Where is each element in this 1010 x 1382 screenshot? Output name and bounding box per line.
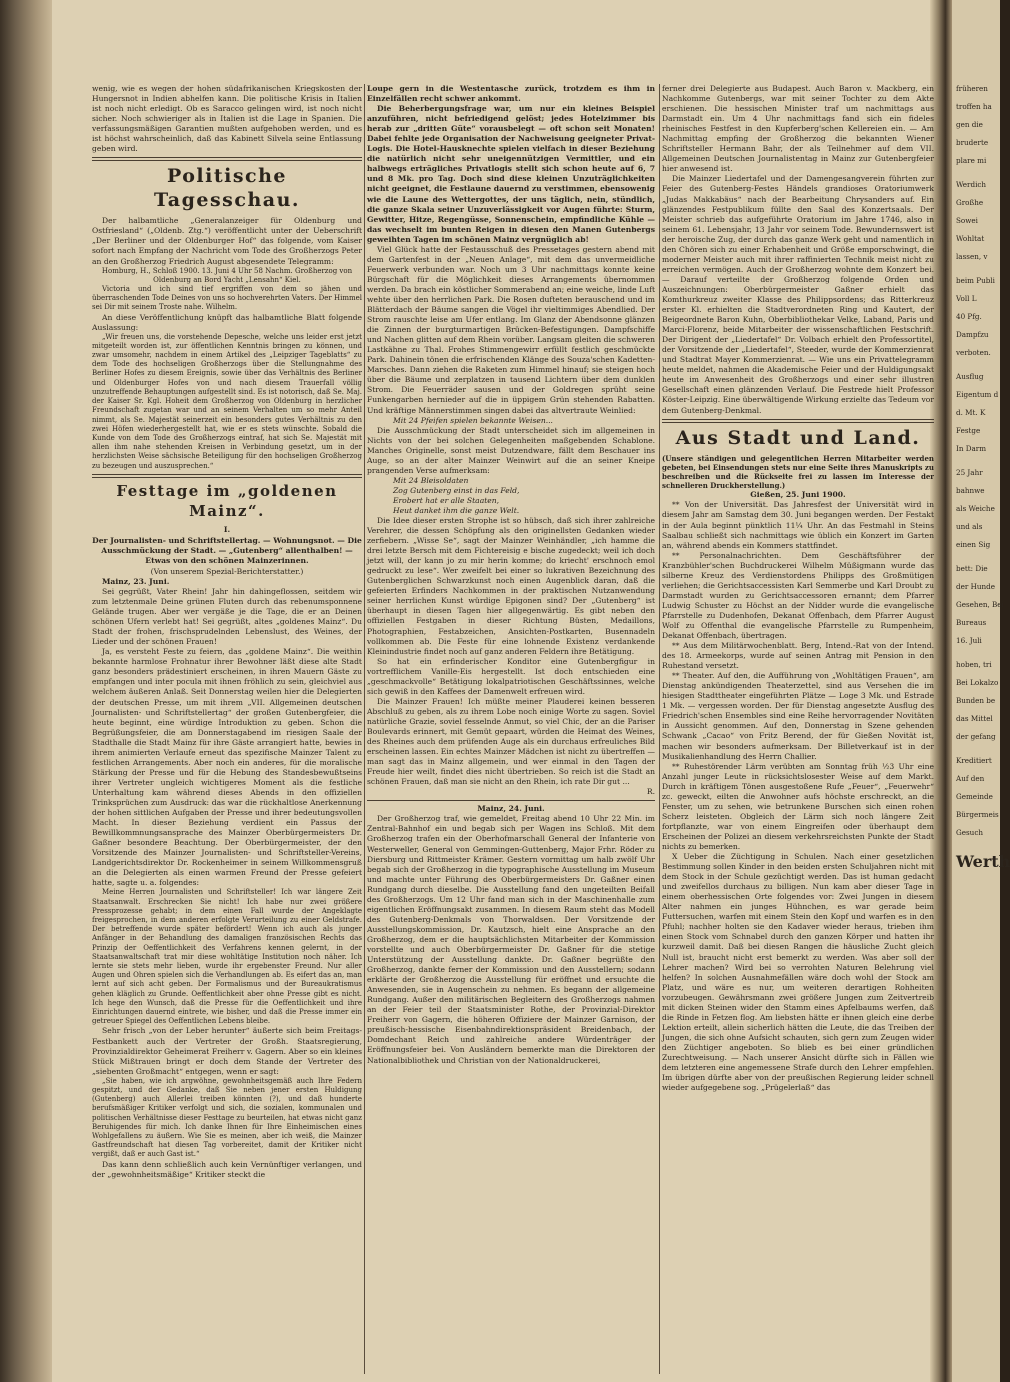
divider — [367, 800, 655, 801]
edge-line: als Weiche — [956, 504, 995, 513]
edge-line: verboten. — [956, 348, 991, 357]
column-1 — [92, 84, 362, 1374]
edge-line: Werth — [956, 852, 1010, 871]
edge-line: Bunden be — [956, 696, 996, 705]
edge-line: gen die — [956, 120, 983, 129]
edge-line: Eigentum d — [956, 390, 999, 399]
edge-line: früheren — [956, 84, 988, 93]
paragraph: Die Mainzer Liedertafel und der Damengesangverein führten zur Feier des Gutenberg-Festes Händels grandioses Oratoriumwerk „Judas Makkabäus“ nach der Bearbeitung Chrysanders auf. Ein glänzendes Festpublikum füllte den Saal des Konzertsaals. Der Meister schrieb das aufgeführte Oratorium im Jahre 1746, also in seinem 61. Lebensjahr, 13 Jahr vor seinem Tode. Bewundernswert ist der heroische Zug, der durch das ganze Werk geht und namentlich in den Chören sich zu einer Erhabenheit und Größe emporschwingt, die moderner Meister auch mit ihrer raffinierten Technik meist nicht zu erreichen vermögen. Auch der Großherzog wohnte dem Konzert bei. — Darauf verteilte der Großherzog folgende Orden und Auszeichnungen: Oberbürgermeister Gaßner erhielt das Komthurkreuz zweiter Klasse des Philippsordens; das Ritterkreuz erster Kl. erhielten die Stadtverordneten Ring und Kautert, der Beigeordnete Baron Kuhn, Oberbibliothekar Velke, Laband, Paris und Marci-Florenz, beide Mitarbeiter der wissenschaftlichen Festschrift. Der Dirigent der „Liedertafel“ Dr. Volbach erhielt den Professortitel, der Vorsitzende der „Liedertafel“, Steeder, wurde der Kommerzienrat und Stadtrat Mayer Kommerzienrat. — Wie uns ein Privattelegramm heute meldet, nahmen die Akademische Feier und der Huldigungsakt heute im Anwesenheit des Großherzogs und einer sehr illustren Gesellschaft einen glänzenden Verlauf. Die Festrede hielt Professor Köster-Leipzig. Eine überwältigende Wirkung erzielte das Tedeum vor dem Gutenberg-Denkmal. — [662, 174, 934, 415]
edge-line: Gesehen, Bei — [956, 600, 1004, 609]
section-subtitle: Der Journalisten- und Schriftstellertag. — Wohnungsnot. — Die Ausschmückung der Stadt. — „Gutenberg“ allenthalben! — Etwas von den schönen Mainzerinnen. — [92, 535, 362, 565]
paragraph: So hat ein erfinderischer Konditor eine Gutenbergfigur in vortrefflichem Vanille-Eis hergestellt. Ist doch entschieden eine „geschmackvolle“ Betätigung lokalpatriotischen Geschäftssinnes, welche sich gewiß in den Kaffees der Damenwelt erfreuen wird. — [367, 656, 655, 696]
edge-line: In Darm — [956, 444, 987, 453]
column-3 — [662, 84, 934, 1374]
edge-line: Festge — [956, 426, 981, 435]
edge-line: Auf den — [956, 774, 985, 783]
edge-line: bett: Die — [956, 564, 988, 573]
telegram-followup: An diese Veröffentlichung knüpft das halbamtliche Blatt folgende Auslassung: — [92, 312, 362, 332]
paragraph: Die Ausschmückung der Stadt unterscheidet sich im allgemeinen in Nichts von der bei solchen Gelegenheiten maßgebenden Schablone. Manches Originelle, sonst meist Dutzendware, fällt dem Beschauer ins Auge, so an der alter Mainzer Weinwirt auf die an seiner Kneipe prangenden Verse aufmerksam: — [367, 425, 655, 475]
section-title-politische-tagesschau: Politische Tagesschau. — [153, 165, 301, 212]
column-rule-2 — [659, 84, 660, 1374]
news-item: ** Aus dem Militärwochenblatt. Berg, Intend.-Rat von der Intend. des 18. Armeekorps, wurde auf seinen Antrag mit Pension in den Ruhestand versetzt. — [662, 641, 934, 671]
intro-paragraph: wenig, wie es wegen der hohen südafrikanischen Kriegskosten der Hungersnot in Indien abhelfen kann. Die politische Krisis in Italien ist noch nicht erledigt. Ob es Saracco gelingen wird, ist noch nicht sicher. Noch schwieriger als in Italien ist die Lage in Spanien. Die verfassungsmäßigen Garantien mußten aufgehoben werden, und es ist höchst wahrscheinlich, daß das Kabinett Silvela seine Entlassung geben wird. — [92, 84, 362, 154]
edge-line: Ausflug — [956, 372, 984, 381]
section-title-festtage: Festtage im „goldenen Mainz“. — [116, 481, 338, 520]
dateline: Mainz, 24. Juni. — [477, 804, 545, 814]
signature: R. — [646, 787, 655, 797]
divider — [92, 474, 362, 478]
edge-line: einen Sig — [956, 540, 991, 549]
quote: „Sie haben, wie ich argwöhne, gewohnheitsgemäß auch Ihre Federn gespitzt, und der Gedanke, daß Sie neben jener ersten Huldigung (Gutenberg) auch Allerlei treiben könnten (?), und daß hunderte berufsmäßiger Kritiker verfolgt und sich, die sozialen, kommunalen und politischen Verhältnisse dieser Festtage zu beurteilen, hat etwas nicht ganz Beruhigendes für mich. Ich danke Ihnen für Ihre Einheimischen eines Wohlgefallens zu äußern. Wie Sie es meinen, aber ich weiß, die Mainzer Gastfreundschaft hat diesen Tag vorbereitet, damit der Kritiker nicht vergißt, daß er auch Gast ist.“ — [92, 1076, 362, 1159]
edge-line: bahnwe — [956, 486, 985, 495]
dateline: Mainz, 23. Juni. — [102, 576, 170, 586]
adjacent-page-text — [956, 84, 1010, 1374]
edge-line: troffen ha — [956, 102, 992, 111]
edge-line: Großhe — [956, 198, 984, 207]
edge-line: Gemeinde — [956, 792, 993, 801]
edge-line: das Mittel — [956, 714, 993, 723]
section-note: (Unsere ständigen und gelegentlichen Herren Mitarbeiter werden gebeten, bei Einsendungen stets nur eine Seite ihres Manuskripts zu beschreiben und die Rückseite frei zu lassen im Interesse der schnelleren Druckherstellung.) — [662, 453, 934, 491]
verse: Mit 24 Pfeifen spielen bekannte Weisen... — [393, 415, 553, 425]
edge-line: hoben, tri — [956, 660, 992, 669]
column-2 — [367, 84, 655, 1374]
edge-line: bruderte — [956, 138, 989, 147]
news-item: ** Von der Universität. Das Jahresfest der Universität wird in diesem Jahr am Samstag dem 30. Juni begangen werden. Der Festakt in der Aula beginnt pünktlich 11¼ Uhr. An das Festmahl in Steins Saalbau schließt sich nachmittags wie üblich ein Konzert im Garten an, während abends ein Kommers stattfindet. — [662, 500, 934, 550]
paragraph: Viel Glück hatte der Festausschuß des Pressetages gestern abend mit dem Gartenfest in der „Neuen Anlage“, mit dem das unvermeidliche Feuerwerk verbunden war. Noch um 3 Uhr nachmittags konnte keine Bürgschaft für die Möglichkeit dieses Arrangements übernommen werden. Da brach ein köstlicher Sommerabend an; eine weiche, linde Luft wehte über den herrlichen Park. Die Rosen dufteten berauschend und im Blätterdach der Bäume sangen die Vögel ihr vieltimmiges Abendlied. Der Strom rauschte leise am Ufer entlang. Im Glanz der Abendsonne glänzen die Zinnen der burgturmartigen Brücken-Befestigungen. Dampfschiffe und Nachen glitten auf dem Rhein vorüber. Langsam gleiten die schweren Lastkähne zu Thal. Frohes Stimmengewirr erfüllt festlich geschmückte Park. Dahinein tönen die erfrischenden Klänge des Souza'schen Kadetten-Marsches. Dann ziehen die Raketen zum Himmel hinauf; sie steigen hoch über die Bäume und zerplatzen in tausend Lichtern über dem dunklen Strom. Die Feuerräder sausen und der Goldregen sprüht seine Funkengarben hernieder auf die in üppigem Grün stehenden Rabatten. Und kräftige Männerstimmen singen dabei das altvertraute Weinlied: — [367, 244, 655, 415]
edge-line: Bürgermeis — [956, 810, 999, 819]
edge-line: 40 Pfg. — [956, 312, 982, 321]
edge-line: Werdich — [956, 180, 987, 189]
news-item: ** Ruhestörender Lärm verübten am Sonntag früh ½3 Uhr eine Anzahl junger Leute in rücksichtslosester Weise auf dem Markt. Durch in kräftigem Tönen ausgestoßene Rufe „Feuer“, „Feuerwehr“ zc. geweckt, eilten die Anwohner aufs höchste erschreckt, an die Fenster, um zu sehen, wie betrunkene Burschen sich einen rohen Scherz leisteten. Obgleich der Lärm sich noch längere Zeit fortpflanzte, war von einem Eingreifen oder überhaupt dem Erscheinen der Polizei an diesem verkehrsreichsten Punkte der Stadt nichts zu bemerken. — [662, 761, 934, 851]
article-lead: Der halbamtliche „Generalanzeiger für Oldenburg und Ostfriesland“ („Oldenb. Ztg.“) veröffentlicht unter der Ueberschrift „Der Berliner und der Oldenburger Hof“ das folgende, vom Kaiser sofort nach Empfang der Nachricht vom Tode des Großherzogs Peter an den Großherzog Friedrich August abgesendete Telegramm: — [92, 216, 362, 266]
news-item: ** Theater. Auf den, die Aufführung von „Wohltätigen Frauen“, am Dienstag ankündigenden Theaterzettel, sind aus Versehen die im hiesigen Stadttheater eingeführten Plätze — Loge 3 Mk. und Estrade 1 Mk. — vergessen worden. Der für Dienstag angesetzte Ausflug des Friedrich'schen Ensembles sind eine Reihe hervorragender Novitäten in Aussicht genommen. Auf den, Donnerstag in Szene gehenden Schwank „Cacao“ von Fritz Berend, der für Gießen Novität ist, machen wir besonders aufmerksam. Der Billetverkauf ist in der Musikalienhandlung des Herrn Challier. — [662, 671, 934, 761]
paragraph: Sei gegrüßt, Vater Rhein! Jahr hin dahingeflossen, seitdem wir zum letztenmale Deine grünen Fluten durch das rebenumsponnene Gelände trugen. Aber wer vergäße je die Tage, die er an Deinen schönen Ufern verlebt hat! Sei gegrüßt, altes „goldenes Mainz“. Du Stadt der frohen, frischsprudelnden Lebenslust, des Weines, der Lieder und der schönen Frauen! — [92, 587, 362, 647]
paragraph: Ja, es versteht Feste zu feiern, das „goldene Mainz“. Die weithin bekannte harmlose Frohnatur ihrer Bewohner läßt diese alte Stadt ganz besonders prädestiniert erscheinen, in ihren Mauern Gäste zu empfangen und inter pocula mit ihnen fröhlich zu sein, gleichviel aus welchem äußeren Anlaß. Seit Donnerstag weilen hier die Delegierten der deutschen Presse, um mit ihrem „VII. Allgemeinen deutschen Journalisten- und Schriftstellertag“ der großen Gutenbergfeier, die heute beginnt, eine würdige Introduktion zu geben. Schon die Begrüßungsfeier, die am Donnerstagabend im riesigen Saale der Stadthalle die Stadt Mainz für ihre Gäste arrangiert hatte, bewies in ihrem animierten Verlaufe erneut das spezifische Mainzer Talent zu festlichen Arrangements. Aber noch ein anderes, für die moralische Stärkung der Presse und für die Hebung des Standesbewußtseins ihrer Vertreter ungleich wichtigeres Moment als die festliche Unterhaltung kam während dieses Abends in den offiziellen Trinksprüchen zum Ausdruck: das war die rückhaltlose Anerkennung der hohen sittlichen Aufgaben der Presse und ihrer bedeutungsvollen Macht. In dieser Beziehung verdient ein Passus der Bewillkommnungsansprache des Mainzer Oberbürgermeisters Dr. Gaßner besondere Beachtung. Der Oberbürgermeister, der den Vorsitzende des Mainzer Journalisten- und Schriftsteller-Vereins, Landgerichtsdirektor Dr. Rockenheimer in seinem Willkommensgruß an die Delegierten als einen warmen Freund der Presse gefeiert hatte, sagte u. a. folgendes: — [92, 647, 362, 888]
edge-line: der Hunde — [956, 582, 995, 591]
edge-line: und als — [956, 522, 983, 531]
auslassung-quote: „Wir freuen uns, die vorstehende Depesche, welche uns leider erst jetzt mitgeteilt worden ist, zur öffentlichen Kenntnis bringen zu können, und zwar umsomehr, nachdem in einem Artikel des „Leipziger Tageblatts“ zu dem Tode des hochseligen Großherzogs über die Stellungnahme des Berliner Hofes zu diesem Ereignis, sowie über das Verhältnis des Berliner und Oldenburger Hofes von und nach diesem Trauerfall völlig unzutreffende Behauptungen aufgestellt sind. Es ist notorisch, daß Se. Maj. der Kaiser Sr. Kgl. Hoheit dem Großherzog von Oldenburg in herzlicher Freundschaft zugetan war und an seinem Verhalten um so mehr Anteil nimmt, als Se. Majestät seinerzeit ein besonders gutes Verhältnis zu den zwei Höfen wiederhergestellt hat, wie er es stets wünschte. Sobald die Kunde von dem Tode des Großherzogs eintraf, hat sich Se. Majestät mit allen ihm nahe stehenden Kreisen in Verbindung gesetzt, um in der herzlichsten Weise sächsische Beteiligung für den hochseligen Großherzog zu bezeugen und auszusprechen.“ — [92, 332, 362, 470]
verse: Mit 24 Bleisoldaten Zog Gutenberg einst in das Feld, Erobert hat er alle Staaten, Heut danket ihm die ganze Welt. — [393, 475, 520, 515]
section-number: I. — [223, 524, 231, 534]
adjacent-page-edge — [952, 0, 1010, 1382]
column-rule-1 — [364, 84, 365, 1374]
telegram-text: Victoria und ich sind tief ergriffen von dem so jähen und überraschenden Tode Deines von uns so hochverehrten Vaters. Der Himmel sei Dir mit seinem Troste nahe. Wilhelm. — [92, 284, 362, 312]
paragraph: Sehr frisch „von der Leber herunter“ äußerte sich beim Freitags-Festbankett auch der Vertreter der Großh. Staatsregierung, Provinzialdirektor Geheimerat Freiherr v. Gagern. Aber so ein kleines Stück Mißtrauen bringt er doch dem Stande der Vertreter des „siebenten Großmacht“ entgegen, wenn er sagt: — [92, 1026, 362, 1076]
edge-line: Bureaus — [956, 618, 987, 627]
edge-line: Wohltat — [956, 234, 985, 243]
paragraph: Das kann denn schließlich auch kein Vernünftiger verlangen, und der „gewohnheitsmäßige“ Kritiker steckt die — [92, 1159, 362, 1179]
edge-line: Kreditiert — [956, 756, 992, 765]
edge-line: 25 Jahr — [956, 468, 983, 477]
paragraph: ferner drei Delegierte aus Budapest. Auch Baron v. Mackberg, ein Nachkomme Gutenbergs, war mit seiner Tochter zu dem Akte erschienen. Die hessischen Minister traf um nachmittags aus Darmstadt ein. Um 4 Uhr nachmittags fand sich ein fideles rheinisches Festfest in den Kupferberg'schen Kellereien ein. — Am Nachmittag empfing der Großherzog die bekannten Wiener Schriftsteller Hermann Bahr, der als Teilnehmer auf dem VII. Allgemeinen Deutschen Journalistentag in Mainz zur Gutenbergfeier hier anwesend ist. — [662, 84, 934, 174]
edge-line: 16. Juli — [956, 636, 982, 645]
edge-line: Voll L — [956, 294, 977, 303]
section-title-aus-stadt-und-land: Aus Stadt und Land. — [675, 426, 921, 449]
edge-line: Bei Lokalzo — [956, 678, 999, 687]
book-binding-left — [0, 0, 52, 1382]
edge-line: Sowei — [956, 216, 978, 225]
telegram-header: Homburg, H., Schloß 1900. 13. Juni 4 Uhr 58 Nachm. Großherzog von Oldenburg an Bord Yacht „Lensahn“ Kiel. — [101, 266, 353, 284]
paragraph: Die Mainzer Frauen! Ich müßte meiner Plauderei keinen besseren Abschluß zu geben, als zu ihrem Lobe noch einige Worte zu sagen. Soviel natürliche Grazie, soviel fesselnde Anmut, so viel Chic, der an die Pariser Boulevards erinnert, mit Gemüt gepaart, würden die Heimat des Weines, des Rheines auch dem prüfenden Auge als ein durchaus erfreuliches Bild erscheinen lassen. Ein echtes Mainzer Mädchen ist nicht zu übertreffen — man sagt das in Mainz allgemein, und wer einmal in den Tagen der Freude hier weilt, findet dies nicht übertrieben. So reich ist die Stadt an schönen Frauen, daß man sie nicht an den Rhein, ich rate Dir gut ... — [367, 696, 655, 787]
news-item: ** Personalnachrichten. Dem Geschäftsführer der Kranzbühler'schen Buchdruckerei Wilhelm Müßigmann wurde das silberne Kreuz des Verdienstordens Philipps des Großmütigen verliehen; die Gerichtsaccessisten Karl Semmerbe und Karl Droubt zu Darmstadt wurden zu Gerichtsaccessoren ernannt; dem Pfarrer Ludwig Schuster zu Höchst an der Nidder wurde die evangelische Pfarrstelle zu Dudenhofen, Dekanat Offenbach, dem Pfarrer August Wolf zu Offenthal die evangelische Pfarrstelle zu Rumpenheim, Dekanat Offenbach, übertragen. — [662, 550, 934, 641]
edge-line: Gesuch — [956, 828, 983, 837]
dateline: Gießen, 25. Juni 1900. — [750, 490, 846, 500]
divider — [662, 419, 934, 423]
edge-line: d. Mt. K — [956, 408, 986, 417]
quote: Meine Herren Journalisten und Schriftsteller! Ich war längere Zeit Staatsanwalt. Erschrecken Sie nicht! Ich habe nur zwei größere Pressprozesse gehabt; in dem einen Fall wurde der Angeklagte freigesprochen, in dem anderen erfolgte Verurteilung zu einer Geldstrafe. Der betreffende wurde später befördert! Wenn ich auch als junger Anfänger in der Behandlung des damaligen französischen Rechts das Prinzip der Oeffentlichkeit des Verfahrens kennen gelernt, in der Staatsanwaltschaft trat mir diese wohltätige Institution noch näher. Ich lernte sie stets mehr lieben, wurde ihr ergebenster Freund. Nur aller Augen und Ohren spielen sich die Verhandlungen ab. Es eifert das an, man lernt auf sich acht geben. Der Formalismus und der Bureaukratismus gehen kläglich zu Grunde. Oeffentlichkeit aber ohne Presse gibt es nicht. Ich hege den Wunsch, daß die Presse für die Oeffentlichkeit und ihre Einrichtungen dauernd eintrete, wie bisher, und daß die Presse immer ein getreuer Spiegel des Oeffentlichen Lebens bleibe. — [92, 888, 362, 1026]
section-source: (Von unserem Spezial-Berichterstatter.) — [150, 566, 304, 576]
news-item: X Ueber die Züchtigung in Schulen. Nach einer gesetzlichen Bestimmung sollen Kinder in den beiden ersten Schuljahren nicht mit dem Stock in der Schule gezüchtigt werden. Das ist human gedacht und zweifellos durchaus zu billigen. Nun kam aber dieser Tage in einem oberhessischen Orte folgendes vor: Zwei Jungen in diesem Alter nahmen ein junges Hühnchen, es war gerade beim Futtersuchen, warfen mit einem Stein den Kopf und warfen es in den Pfuhl; nachher holten sie den Kadaver wieder heraus, trieben ihm einen Stock vom Schnabel durch den ganzen Körper und hatten ihr kurzweil damit. Daß bei diesen Rangen die häusliche Zucht gleich Null ist, braucht nicht erst bemerkt zu werden. Was aber soll der Lehrer machen? Wird bei so verrohten Naturen Belehrung viel helfen? In solchen Ausnahmefällen wäre doch wohl der Stock am Platz, und wäre es nur, um weiteren derartigen Rohheiten vorzubeugen. Gewährsmann zwei größere Jungen zum Zeitvertreib mit dicken Steinen wider den Stamm eines Apfelbaums werfen, daß die Rinde in Fetzen flog. Am liebsten hätte er ihnen gleich eine derbe Lektion erteilt, allein sicherlich hätten die Leute, die das Treiben der Jungen, die sich ohne Aufsicht schauten, sich gern zum Zeugen wider den Züchtiger angeboten. So blieb es bei einer gründlichen Zurechtweisung. — Nach unserer Ansicht dürfte sich in Fällen wie dem letzteren eine angemessene Strafe durch den Lehrer empfehlen. Im übrigen dürfte aber von der preußischen Regierung leider schnell wieder aufgegebene sog. „Prügelerlaß“ das — [662, 852, 934, 1093]
paragraph: Die Beherbergungsfrage war, um nur ein kleines Beispiel anzuführen, nicht befriedigend gelöst; jedes Hotelzimmer bis herab zur „dritten Güte“ vorausbelegt — oft schon seit Monaten! Dabei fehlte jede Organisation der Nachweisung geeigneter Privat-Logis. Die Hotel-Hausknechte spielen vielfach in dieser Beziehung die natürlich nicht sehr uneigennützigen Vermittler, und ein halbwegs erträgliches Privatlogis stellt sich schon heute auf 6, 7 und 8 Mk. pro Tag. Doch sind diese kleinen Unzuträglichkeiten nicht geeignet, die Festlaune dauernd zu verstimmen, ebensowenig wie die Laune des Wettergottes, der uns täglich, nein, stündlich, die ganze Skala seiner Unzuverlässigkeit vor Augen führte: Sturm, Gewitter, Hitze, Regengüsse, Sonnenschein, empfindliche Kühle — das wechselt im bunten Reigen in diesen den Manen Gutenbergs geweihten Tagen im schönen Mainz vergnüglich ab! — [367, 104, 655, 244]
edge-line: lassen, v — [956, 252, 988, 261]
paragraph: Der Großherzog traf, wie gemeldet, Freitag abend 10 Uhr 22 Min. im Zentral-Bahnhof ein und begab sich per Wagen ins Schloß. Mit dem Großherzog trafen ein der Oberhofmarschall General der Infanterie von Westerweller, General von Gemmingen-Guttenberg, Major Frhr. Röder zu Diersburg und Rittmeister Krämer. Gestern vormittag um halb zwölf Uhr begab sich der Großherzog in die typographische Ausstellung im Museum und machte unter Führung des Oberbürgermeisters Dr. Gaßner einen Rundgang durch dieselbe. Die Ausstellung fand den ungeteilten Beifall des Großherzogs. Um 12 Uhr fand man sich in der Maschinenhalle zum eigentlichen Eröffnungsakt zusammen. In diesem Raum steht das Modell des Gutenberg-Denkmals von Thorwaldsen. Der Vorsitzende der Ausstellungskommission, Dr. Kautzsch, hielt eine Ansprache an den Großherzog, dem er die hauptsächlichsten Mitarbeiter der Kommission vorstellte und auch Oberbürgermeister Dr. Gaßner für die stetige Unterstützung der Ausstellung dankte. Dr. Gaßner begrüßte den Großherzog, dankte ferner der Kommission und den Ausstellern; sodann erklärte der Großherzog die Ausstellung für eröffnet und ersuchte die Anwesenden, sie in Augenschein zu nehmen. Es begann der allgemeine Rundgang. Außer den militärischen Begleitern des Großherzogs nahmen an der Feier teil der Staatsminister Rothe, der Provinzial-Direktor Freiherr von Gagern, die höheren Offiziere der Mainzer Garnison, der preußisch-hessische Eisenbahndirektionspräsident Breidenbach, der Domdechant Reich und zahlreiche andere Würdenträger der Eröffnungsfeier bei. Von Ausländern bemerkte man die Direktoren der Nationalbibliothek und Christian von der Nationaldruckerei, — [367, 814, 655, 1065]
edge-line: der gefang — [956, 732, 996, 741]
edge-line: plare mi — [956, 156, 987, 165]
paragraph: Die Idee dieser ersten Strophe ist so hübsch, daß sich ihrer zahlreiche Verehrer, die dessen Schöpfung als den originellsten Gedanken wieder zerfiebern. „Wisse Se“, sagt der Mainzer Weinhändler, „ich hamme die drei letzte Bersch mit dem Fichtereisig e bische zugedeckt; weil ich doch jetzt will, der kann jo zu mir herin komme; do kriecht' erschnoch emol gedruckt zu lese“. Wer zweifelt bei einer so lukrativen Bezeichnung des Gutenberglichen Schwarzkunst noch einen Augenblick daran, daß die gefeierten Erfinders Nachkommen in der praktischen Nutzanwendung seiner herrlichen Kunst würdige Epigonen sind? Der „Gutenberg“ ist überhaupt in diesen Tagen hier allgegenwärtig. Es gibt neben den offiziellen Festgaben in dieser Richtung Büsten, Medaillons, Photographien, Festabzeichen, Ansichten-Postkarten, Busennadeln vollkommen ab. Die Feste für eine lohnende Existenz verdankende Kleinindustrie findet noch auf ganz anderen Feldern ihre Betätigung. — [367, 516, 655, 656]
edge-line: beim Publi — [956, 276, 995, 285]
edge-line: Dampfzu — [956, 330, 989, 339]
paragraph: Loupe gern in die Westentasche zurück, trotzdem es ihm in Einzelfällen recht schwer ankommt. — [367, 84, 655, 104]
divider — [92, 157, 362, 161]
